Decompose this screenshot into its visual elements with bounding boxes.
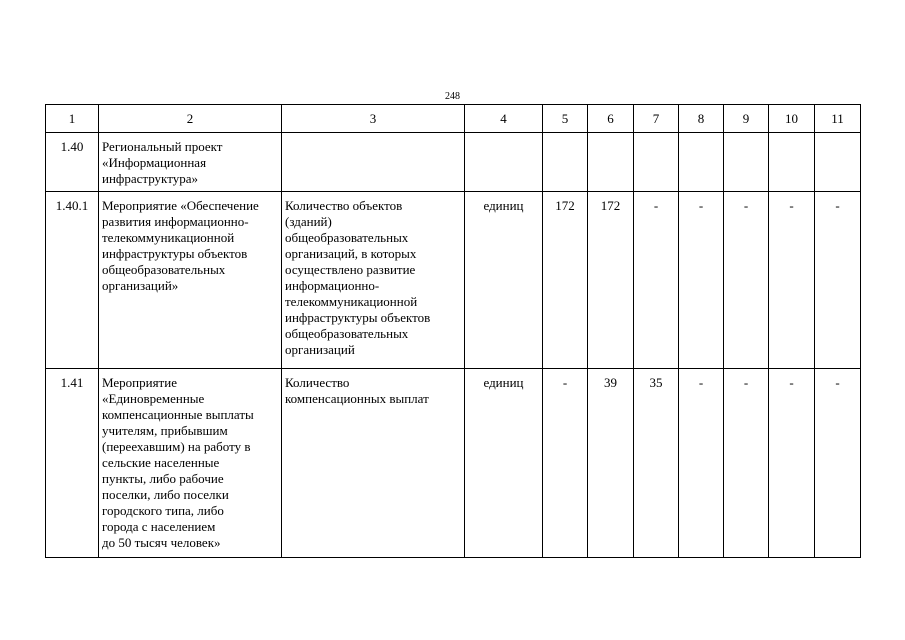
row-unit: единиц (465, 192, 543, 369)
row-number: 1.40 (46, 133, 99, 192)
column-header-6: 6 (588, 105, 634, 133)
row-value-9: - (724, 369, 769, 558)
row-unit: единиц (465, 369, 543, 558)
row-name: Региональный проект «Информационная инфраструктура» (99, 133, 282, 192)
row-value-7: 35 (634, 369, 679, 558)
row-value-7 (634, 133, 679, 192)
row-value-5 (543, 133, 588, 192)
table-header-row (46, 105, 861, 133)
table-row (46, 369, 861, 558)
column-header-8: 8 (679, 105, 724, 133)
column-header-7: 7 (634, 105, 679, 133)
row-value-5: - (543, 369, 588, 558)
table-row (46, 192, 861, 369)
row-value-8: - (679, 192, 724, 369)
column-header-1: 1 (46, 105, 99, 133)
row-number: 1.40.1 (46, 192, 99, 369)
row-name: Мероприятие «Единовременные компенсационные выплаты учителям, прибывшим (переехавшим) на работу в сельские населенные пункты, либо рабочие поселки, либо поселки городского типа, либо города с населением до 50 тысяч человек» (99, 369, 282, 558)
row-value-10 (769, 133, 815, 192)
row-value-5: 172 (543, 192, 588, 369)
row-value-11: - (815, 369, 861, 558)
row-unit (465, 133, 543, 192)
row-indicator (282, 133, 465, 192)
row-value-10: - (769, 369, 815, 558)
row-value-6: 172 (588, 192, 634, 369)
row-value-6 (588, 133, 634, 192)
column-header-2: 2 (99, 105, 282, 133)
row-name: Мероприятие «Обеспечение развития информационно- телекоммуникационной инфраструктуры объектов общеобразовательных организаций» (99, 192, 282, 369)
column-header-10: 10 (769, 105, 815, 133)
row-value-8 (679, 133, 724, 192)
row-value-9 (724, 133, 769, 192)
row-indicator: Количество компенсационных выплат (282, 369, 465, 558)
column-header-5: 5 (543, 105, 588, 133)
column-header-11: 11 (815, 105, 861, 133)
row-value-11: - (815, 192, 861, 369)
row-value-7: - (634, 192, 679, 369)
row-value-9: - (724, 192, 769, 369)
row-value-8: - (679, 369, 724, 558)
row-number: 1.41 (46, 369, 99, 558)
column-header-9: 9 (724, 105, 769, 133)
column-header-3: 3 (282, 105, 465, 133)
row-value-10: - (769, 192, 815, 369)
column-header-4: 4 (465, 105, 543, 133)
table-row (46, 133, 861, 192)
row-indicator: Количество объектов (зданий) общеобразовательных организаций, в которых осуществлено развитие информационно- телекоммуникационной инфраструктуры объектов общеобразовательных организаций (282, 192, 465, 369)
data-table (45, 104, 861, 558)
row-value-6: 39 (588, 369, 634, 558)
row-value-11 (815, 133, 861, 192)
page-number: 248 (445, 91, 460, 102)
